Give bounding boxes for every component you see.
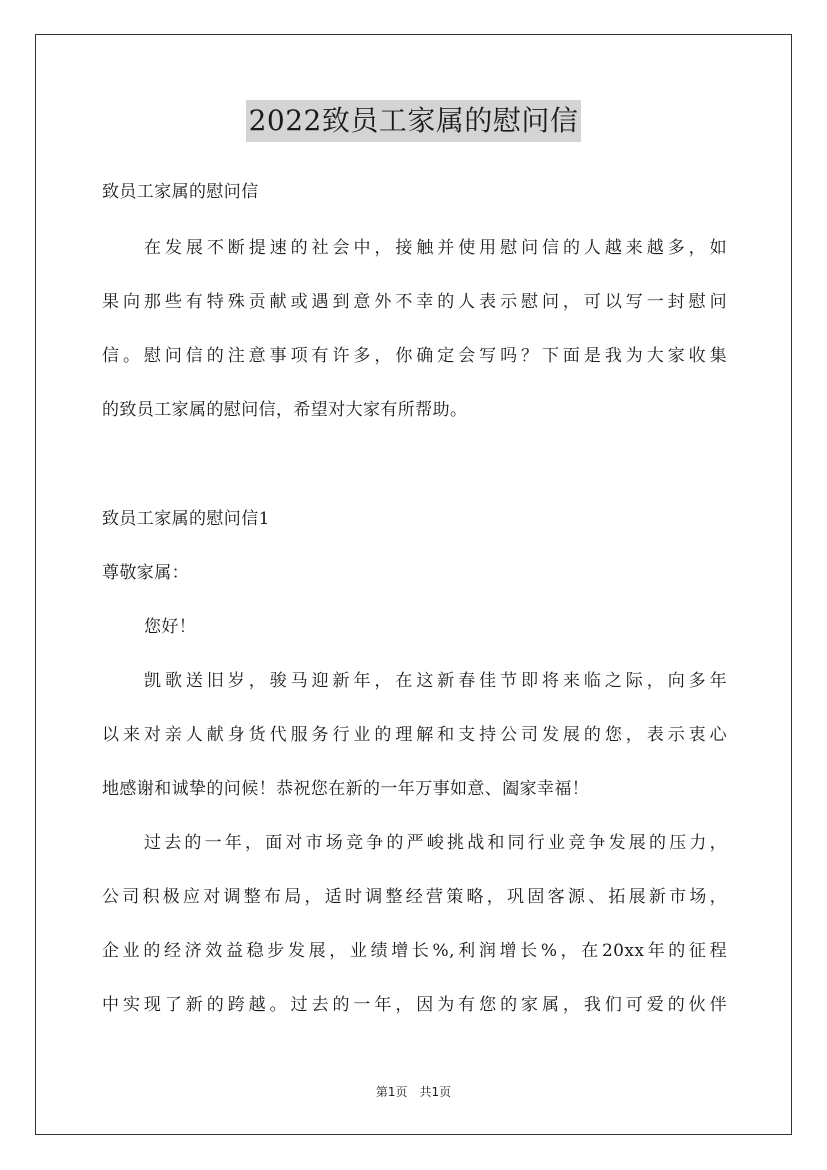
paragraph-line: 企业的经济效益稳步发展，业绩增长%,利润增长%，在20xx年的征程	[102, 941, 727, 961]
paragraph-line: 公司积极应对调整布局，适时调整经营策略，巩固客源、拓展新市场，	[102, 887, 727, 907]
page-footer	[0, 1084, 827, 1100]
page-number: 第1页 共1页	[375, 1085, 452, 1099]
paragraph-line: 果向那些有特殊贡献或遇到意外不幸的人表示慰问，可以写一封慰问	[102, 292, 727, 312]
document-title-text: 2022致员工家属的慰问信	[246, 100, 582, 142]
section-heading: 致员工家属的慰问信	[102, 182, 259, 202]
paragraph-line: 过去的一年，面对市场竞争的严峻挑战和同行业竞争发展的压力，	[144, 833, 727, 853]
document-title	[0, 100, 827, 142]
paragraph-line: 在发展不断提速的社会中，接触并使用慰问信的人越来越多，如	[144, 238, 727, 258]
salutation: 尊敬家属：	[102, 563, 189, 583]
greeting: 您好！	[144, 617, 197, 637]
paragraph-line: 中实现了新的跨越。过去的一年，因为有您的家属，我们可爱的伙伴	[102, 995, 727, 1015]
paragraph-line: 凯歌送旧岁，骏马迎新年，在这新春佳节即将来临之际，向多年	[144, 671, 727, 691]
paragraph-line: 以来对亲人献身货代服务行业的理解和支持公司发展的您，表示衷心	[102, 725, 727, 745]
paragraph-line: 的致员工家属的慰问信，希望对大家有所帮助。	[102, 400, 468, 420]
paragraph-line: 信。慰问信的注意事项有许多，你确定会写吗？下面是我为大家收集	[102, 346, 727, 366]
paragraph-line: 地感谢和诚挚的问候！恭祝您在新的一年万事如意、阖家幸福！	[102, 779, 590, 799]
letter-heading: 致员工家属的慰问信1	[102, 509, 270, 529]
